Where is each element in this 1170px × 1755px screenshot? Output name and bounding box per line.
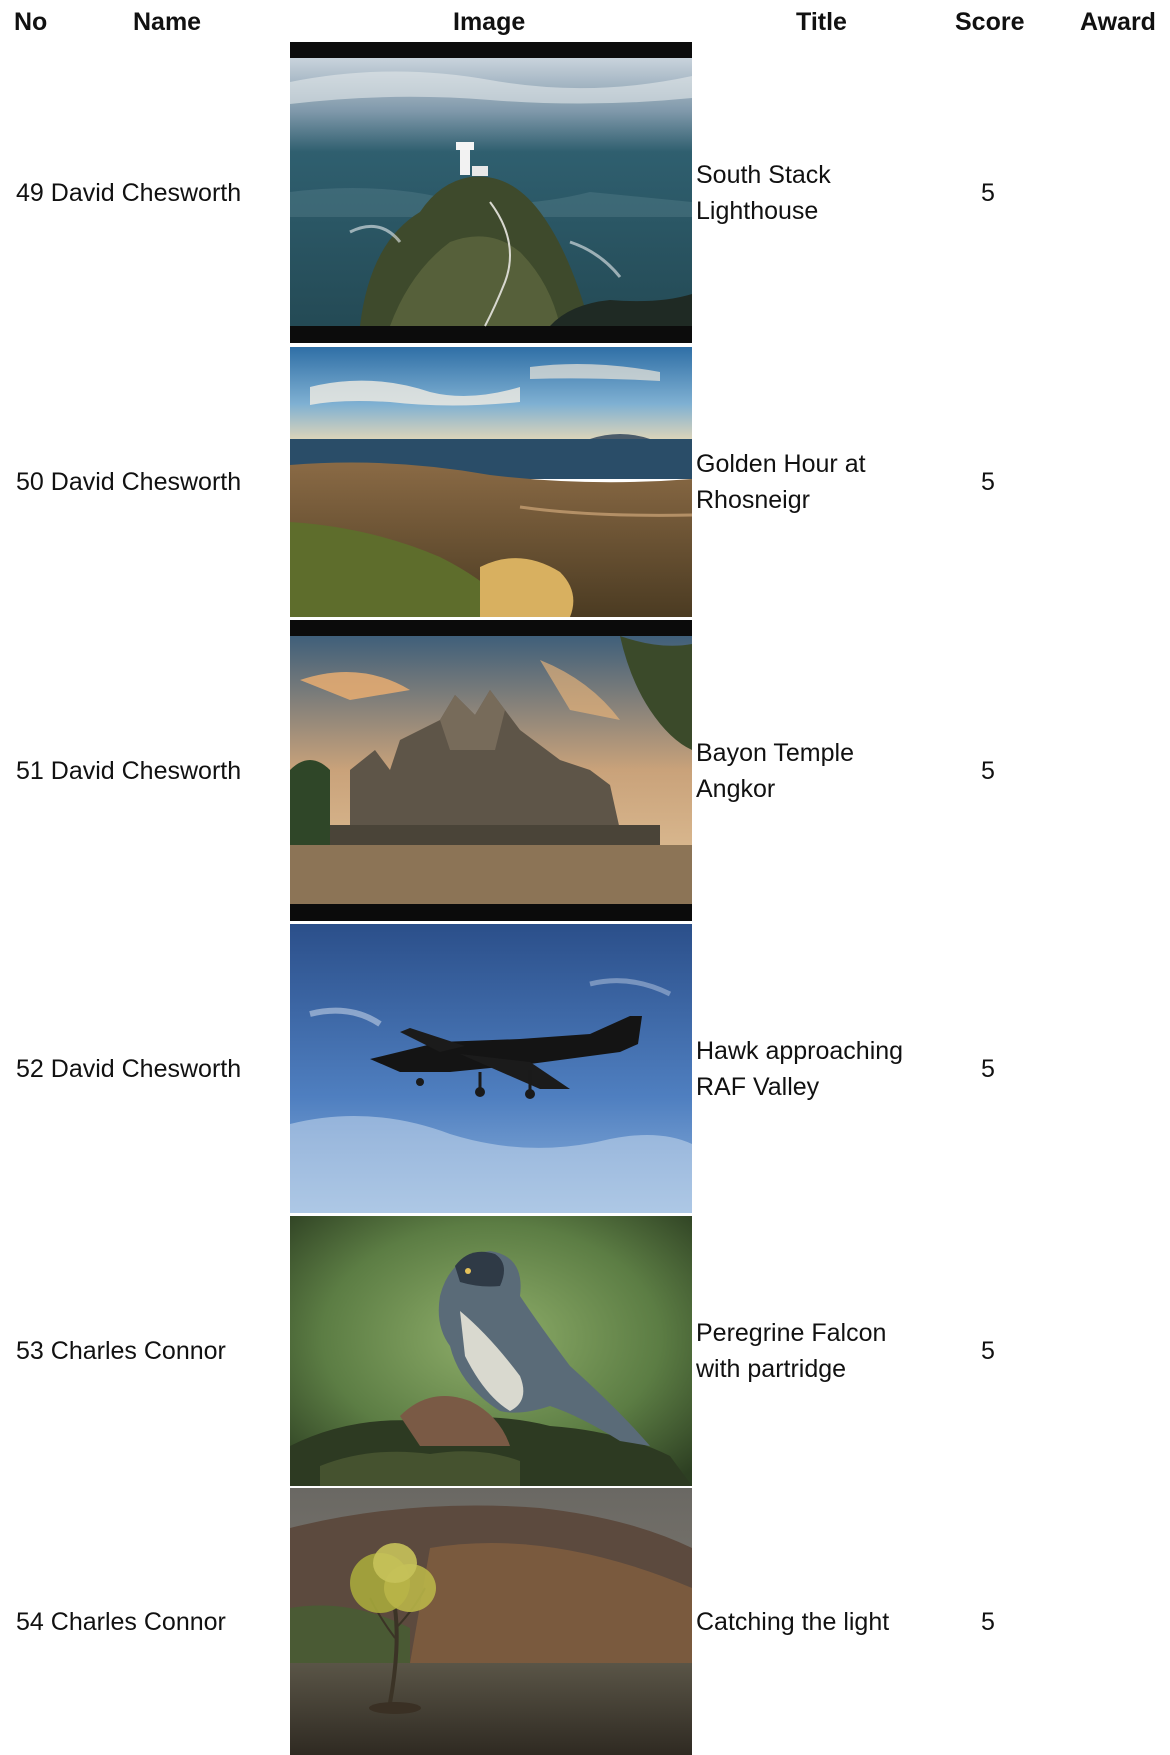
photo-thumbnail [290, 42, 692, 343]
photo-title: Bayon Temple Angkor [696, 738, 854, 803]
award-value [1060, 1216, 1160, 1486]
entry-label [16, 42, 286, 343]
entrant-name: Charles Connor [50, 1337, 226, 1365]
score-value: 5 [981, 468, 995, 496]
photo-thumbnail [290, 620, 692, 921]
entry-number: 53 [16, 1337, 44, 1365]
header-title: Title [796, 8, 847, 36]
entrant-name: Charles Connor [50, 1607, 226, 1636]
photo-thumbnail [290, 347, 692, 617]
photo-title: South Stack Lighthouse [696, 160, 831, 225]
score-value: 5 [981, 1607, 995, 1636]
table-row [0, 1488, 1170, 1755]
entry-number: 54 [16, 1607, 44, 1636]
header-award: Award [1080, 8, 1156, 36]
photo-thumbnail [290, 1488, 692, 1755]
award-value [1060, 347, 1160, 617]
entry-label [16, 620, 286, 921]
score-value: 5 [981, 756, 995, 785]
photo-thumbnail [290, 924, 692, 1213]
award-value [1060, 620, 1160, 921]
entrant-name: David Chesworth [50, 1054, 242, 1083]
header-no: No [14, 8, 48, 36]
photo-title: Catching the light [696, 1607, 890, 1636]
score-value: 5 [981, 1054, 995, 1083]
photo-title: Peregrine Falcon with partridge [696, 1319, 887, 1383]
entry-number: 50 [16, 468, 44, 496]
entrant-name: David Chesworth [50, 756, 242, 785]
photo-thumbnail [290, 1216, 692, 1486]
photo-title: Golden Hour at Rhosneigr [696, 450, 866, 514]
score-value: 5 [981, 178, 995, 207]
award-value [1060, 924, 1160, 1213]
award-value [1060, 1488, 1160, 1755]
entry-label [16, 1488, 286, 1755]
header-name: Name [133, 8, 202, 36]
entry-label [16, 1216, 286, 1486]
table-row [0, 924, 1170, 1213]
table-row [0, 42, 1170, 343]
entry-number: 49 [16, 178, 44, 207]
entry-number: 51 [16, 756, 44, 785]
header-image: Image [453, 8, 526, 36]
table-row [0, 1216, 1170, 1486]
entrant-name: David Chesworth [50, 178, 242, 207]
score-value: 5 [981, 1337, 995, 1365]
photo-title: Hawk approaching RAF Valley [696, 1036, 904, 1101]
entry-label [16, 924, 286, 1213]
header-score: Score [955, 8, 1025, 36]
entry-label [16, 347, 286, 617]
table-row [0, 620, 1170, 921]
table-row [0, 347, 1170, 617]
entrant-name: David Chesworth [50, 468, 242, 496]
award-value [1060, 42, 1160, 343]
entry-number: 52 [16, 1054, 44, 1083]
